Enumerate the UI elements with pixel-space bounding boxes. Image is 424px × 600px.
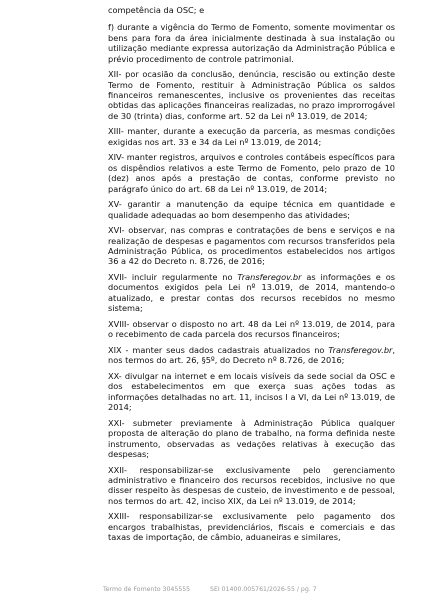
- footer-document-name: Termo de Fomento 3045555: [103, 586, 191, 593]
- paragraph: XXIII- responsabilizar-se exclusivamente pelo pagamento dos encargos trabalhistas, previdenciários, fiscais e comerciais e das taxas de importação, de câmbio, aduaneiras e similares,: [108, 511, 395, 543]
- paragraph: XXII- responsabilizar-se exclusivamente pelo gerenciamento administrativo e financeiro dos recursos recebidos, inclusive no que disser respeito às despesas de custeio, de investimento e de pessoal, nos termos do art. 42, inciso XIX, da Lei nº 13.019, de 2014;: [108, 464, 395, 506]
- paragraph: XII- por ocasião da conclusão, denúncia, rescisão ou extinção deste Termo de Fomento, restituir à Administração Pública os saldos financeiros remanescentes, inclusive os provenientes das receitas obtidas das aplicações financeiras realizadas, no prazo improrrogável de 30 (trinta) dias, conforme art. 52 da Lei nº 13.019, de 2014;: [108, 69, 395, 121]
- paragraph-italic-text: Transferegov.br: [328, 344, 393, 355]
- paragraph: XIV- manter registros, arquivos e controles contábeis específicos para os dispêndios relativos a este Termo de Fomento, pelo prazo de 10 (dez) anos após a prestação de contas, conforme previsto no parágrafo único do art. 68 da Lei nº 13.019, de 2014;: [108, 152, 395, 194]
- paragraph: [108, 345, 395, 366]
- document-body: [108, 5, 395, 548]
- paragraph: XV- garantir a manutenção da equipe técnica em quantidade e qualidade adequadas ao bom desempenho das atividades;: [108, 199, 395, 220]
- footer-reference: SEI 01400.005761/2026-55 / pg. 7: [210, 586, 317, 593]
- paragraph: competência da OSC; e: [108, 5, 205, 15]
- paragraph: XIII- manter, durante a execução da parceria, as mesmas condições exigidas nos art. 33 e 34 da Lei nº 13.019, de 2014;: [108, 126, 395, 147]
- paragraph-text: as informações e os documentos exigidos pela Lei nº 13.019, de 2014, mantendo-o atualizado, e prestar contas dos recursos recebidos no mesmo sistema;: [108, 272, 395, 314]
- paragraph: XVIII- observar o disposto no art. 48 da Lei nº 13.019, de 2014, para o recebimento de cada parcela dos recursos financeiros;: [108, 318, 395, 340]
- paragraph: XVI- observar, nas compras e contratações de bens e serviços e na realização de despesas e pagamentos com recursos transferidos pela Administração Pública, os procedimentos estabelecidos nos artigos 36 a 42 do Decreto n. 8.726, de 2016;: [108, 225, 395, 267]
- paragraph-text: XIX - manter seus dados cadastrais atualizados no: [108, 344, 329, 355]
- paragraph: XXI- submeter previamente à Administração Pública qualquer proposta de alteração do plano de trabalho, na forma definida neste instrumento, observadas as vedações relativas à execução das despesas;: [108, 417, 395, 459]
- paragraph: f) durante a vigência do Termo de Fomento, somente movimentar os bens para fora da área inicialmente destinada à sua instalação ou utilização mediante expressa autorização da Administração Pública e prévio procedimento de controle patrimonial.: [108, 22, 395, 64]
- paragraph: [108, 272, 395, 314]
- page-footer: [103, 586, 403, 593]
- paragraph-text: XVII- incluir regularmente no: [108, 272, 238, 283]
- paragraph-italic-text: Transferegov.br: [237, 272, 302, 283]
- paragraph: XX- divulgar na internet e em locais visíveis da sede social da OSC e dos estabelecimentos em que exerça suas ações todas as informações detalhadas no art. 11, incisos I a VI, da Lei nº 13.019, de 2014;: [108, 370, 395, 413]
- paragraph-text: , nos termos do art. 26, §5º, do Decreto nº 8.726, de 2016;: [108, 344, 395, 366]
